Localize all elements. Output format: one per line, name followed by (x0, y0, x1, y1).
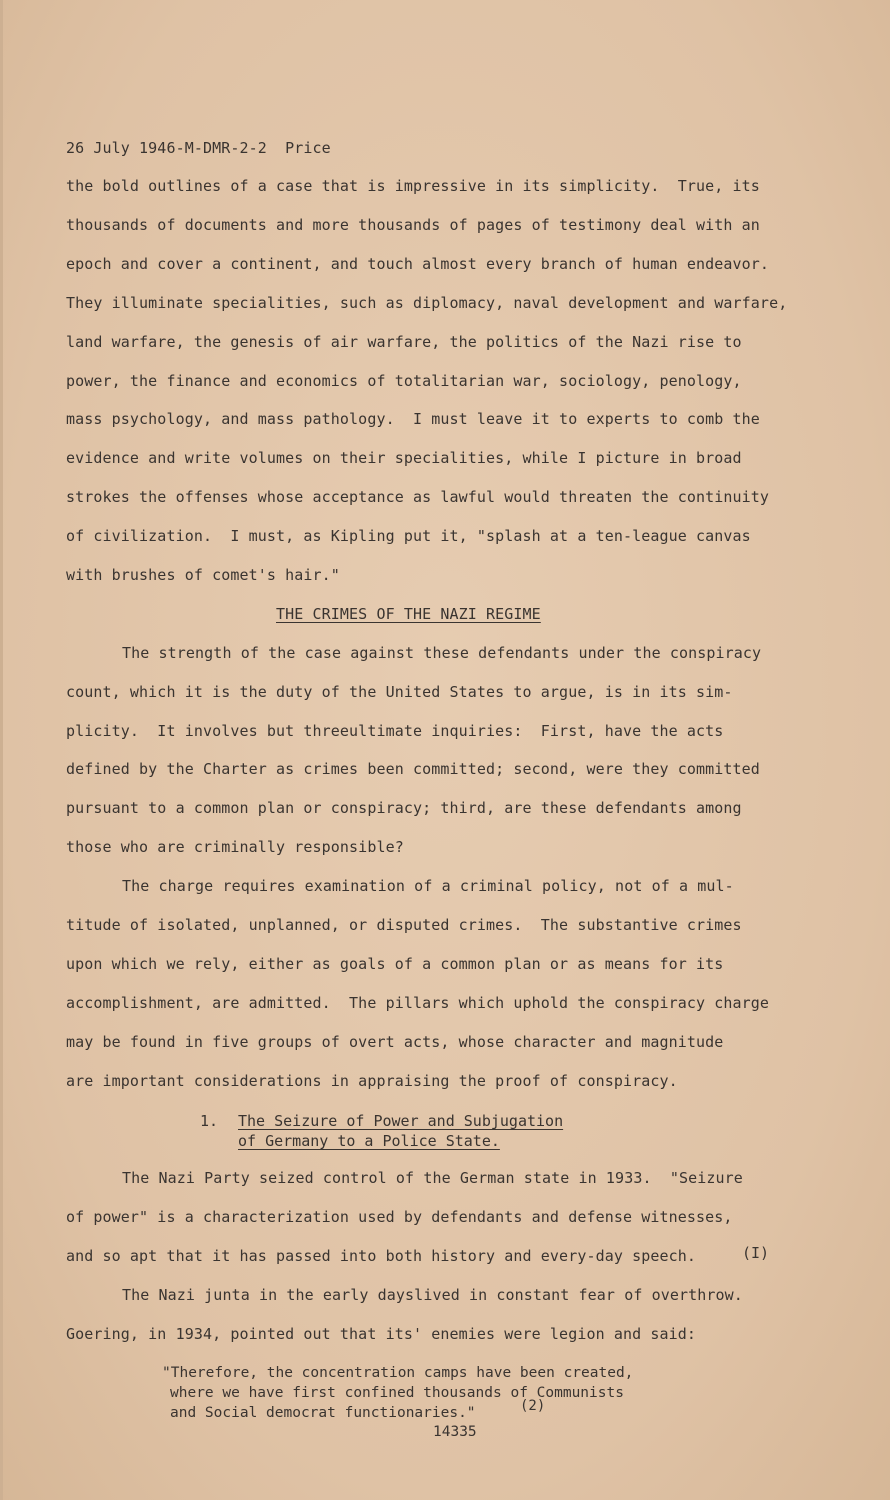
quote-line: where we have first confined thousands of Communists (170, 1385, 624, 1401)
text-line: mass psychology, and mass pathology. I must leave it to experts to comb the (66, 410, 760, 428)
text-line: The charge requires examination of a criminal policy, not of a mul- (122, 877, 734, 895)
footnote-marker-1: (I) (742, 1244, 770, 1262)
text-line: The Nazi Party seized control of the German state in 1933. "Seizure (122, 1169, 743, 1187)
text-line: accomplishment, are admitted. The pillars which uphold the conspiracy charge (66, 994, 770, 1012)
text-line: The strength of the case against these defendants under the conspiracy (122, 644, 762, 662)
page-number: 14335 (433, 1424, 477, 1440)
subsection-title-line-2: of Germany to a Police State. (238, 1132, 500, 1150)
text-line: count, which it is the duty of the United States to argue, is in its sim- (66, 683, 733, 701)
text-line: power, the finance and economics of totalitarian war, sociology, penology, (66, 372, 742, 390)
text-line: epoch and cover a continent, and touch almost every branch of human endeavor. (66, 255, 770, 273)
text-line: thousands of documents and more thousands of pages of testimony deal with an (66, 216, 760, 234)
text-line: The Nazi junta in the early dayslived in constant fear of overthrow. (122, 1286, 743, 1304)
quote-line: and Social democrat functionaries." (170, 1405, 476, 1421)
text-line: are important considerations in appraising the proof of conspiracy. (66, 1072, 678, 1090)
text-line: those who are criminally responsible? (66, 838, 404, 856)
text-line: land warfare, the genesis of air warfare, the politics of the Nazi rise to (66, 333, 742, 351)
text-line: of civilization. I must, as Kipling put it, "splash at a ten-league canvas (66, 527, 751, 545)
subsection-title-line-1: The Seizure of Power and Subjugation (238, 1112, 564, 1130)
text-line: with brushes of comet's hair." (66, 566, 340, 584)
text-line: the bold outlines of a case that is impressive in its simplicity. True, its (66, 177, 760, 195)
text-line: strokes the offenses whose acceptance as lawful would threaten the continuity (66, 488, 770, 506)
subsection-number: 1. (200, 1112, 219, 1130)
text-line: evidence and write volumes on their specialities, while I picture in broad (66, 449, 742, 467)
page-header: 26 July 1946-M-DMR-2-2 Price (66, 139, 331, 157)
text-line: defined by the Charter as crimes been committed; second, were they committed (66, 760, 760, 778)
text-line: pursuant to a common plan or conspiracy; third, are these defendants among (66, 799, 742, 817)
text-line: They illuminate specialities, such as diplomacy, naval development and warfare, (66, 294, 788, 312)
footnote-marker-2: (2) (520, 1398, 546, 1414)
text-line: of power" is a characterization used by defendants and defense witnesses, (66, 1208, 733, 1226)
quote-line: "Therefore, the concentration camps have been created, (162, 1365, 634, 1381)
text-line: and so apt that it has passed into both history and every-day speech. (66, 1247, 697, 1265)
text-line: upon which we rely, either as goals of a common plan or as means for its (66, 955, 724, 973)
text-line: plicity. It involves but threeultimate inquiries: First, have the acts (66, 722, 724, 740)
page-edge (0, 0, 3, 1500)
text-line: Goering, in 1934, pointed out that its' enemies were legion and said: (66, 1325, 697, 1343)
text-line: titude of isolated, unplanned, or disputed crimes. The substantive crimes (66, 916, 742, 934)
text-line: may be found in five groups of overt acts, whose character and magnitude (66, 1033, 724, 1051)
section-title: THE CRIMES OF THE NAZI REGIME (276, 605, 541, 623)
